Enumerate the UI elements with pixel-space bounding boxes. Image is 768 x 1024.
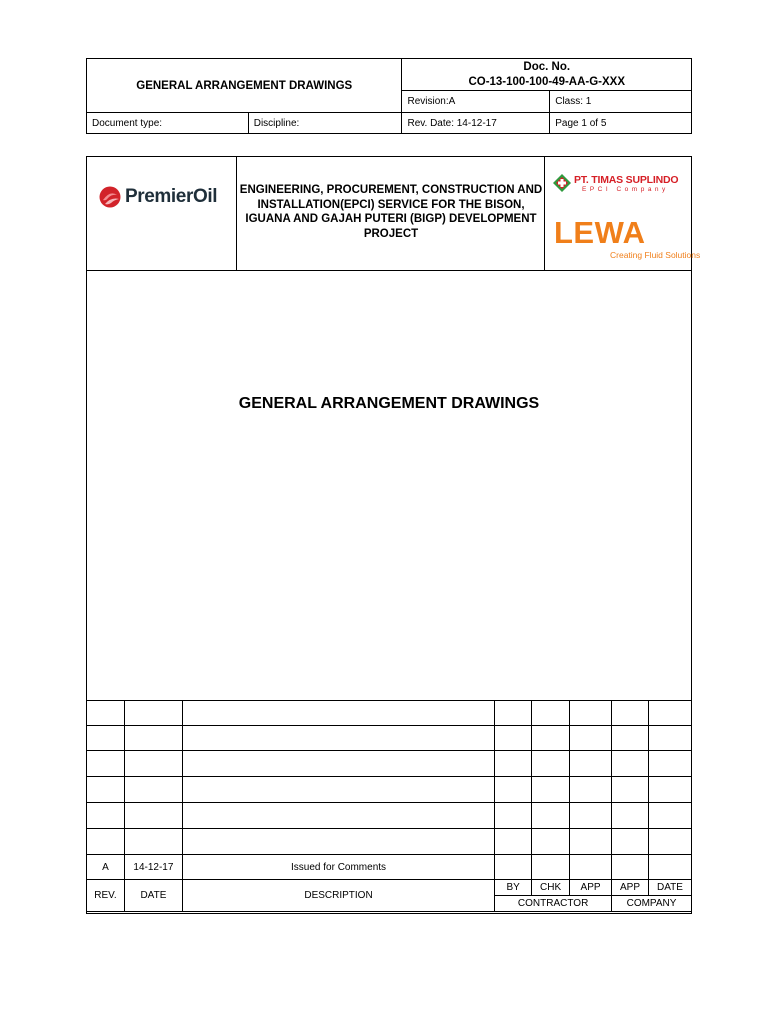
table-row — [87, 777, 692, 803]
doc-number: CO-13-100-100-49-AA-G-XXX — [468, 75, 626, 88]
table-row — [87, 803, 692, 829]
table-row — [87, 829, 692, 855]
rev-cell: A — [87, 855, 125, 880]
by-header: BY — [495, 880, 532, 896]
doc-number-cell — [402, 59, 692, 91]
rev-date-field: Rev. Date: 14-12-17 — [402, 113, 550, 134]
timas-company-name: PT. TIMAS SUPLINDO — [574, 174, 679, 186]
description-cell: Issued for Comments — [182, 855, 494, 880]
page-number-field: Page 1 of 5 — [550, 113, 692, 134]
table-row — [87, 726, 692, 751]
company-date-header: DATE — [648, 880, 691, 896]
premier-oil-logo — [99, 185, 217, 209]
company-header: COMPANY — [612, 896, 692, 912]
app-header: APP — [570, 880, 612, 896]
document-type-field: Document type: — [87, 113, 249, 134]
project-title: ENGINEERING, PROCUREMENT, CONSTRUCTION AND INSTALLATION(EPCI) SERVICE FOR THE BISON, IGUANA AND GAJAH PUTERI (BIGP) DEVELOPMENT PROJECT — [239, 184, 543, 240]
premier-oil-globe-icon — [99, 186, 121, 208]
rev-header: REV. — [87, 880, 125, 912]
table-row — [87, 701, 692, 726]
company-app-header: APP — [612, 880, 649, 896]
document-main-title: GENERAL ARRANGEMENT DRAWINGS — [238, 395, 540, 412]
revision-rows — [87, 701, 692, 912]
revision-field: Revision:A — [402, 91, 550, 113]
table-row — [87, 751, 692, 777]
timas-company-subtitle: EPCI Company — [582, 186, 669, 193]
premier-oil-wordmark: PremierOil — [125, 186, 218, 207]
discipline-field: Discipline: — [248, 113, 402, 134]
contractor-header: CONTRACTOR — [495, 896, 612, 912]
lewa-tagline: Creating Fluid Solutions — [610, 250, 701, 260]
date-cell: 14-12-17 — [124, 855, 182, 880]
lewa-logo: LEWA — [554, 215, 646, 250]
description-header: DESCRIPTION — [182, 880, 494, 912]
doc-number-label: Doc. No. — [523, 60, 571, 73]
revision-table — [86, 700, 692, 912]
table-row — [87, 855, 692, 880]
class-field: Class: 1 — [550, 91, 692, 113]
date-header: DATE — [124, 880, 182, 912]
header-row — [87, 880, 692, 896]
chk-header: CHK — [532, 880, 570, 896]
logo-row — [87, 157, 701, 271]
header-title: GENERAL ARRANGEMENT DRAWINGS — [87, 59, 402, 113]
timas-emblem-icon — [552, 173, 572, 193]
document-header-table — [86, 58, 692, 134]
